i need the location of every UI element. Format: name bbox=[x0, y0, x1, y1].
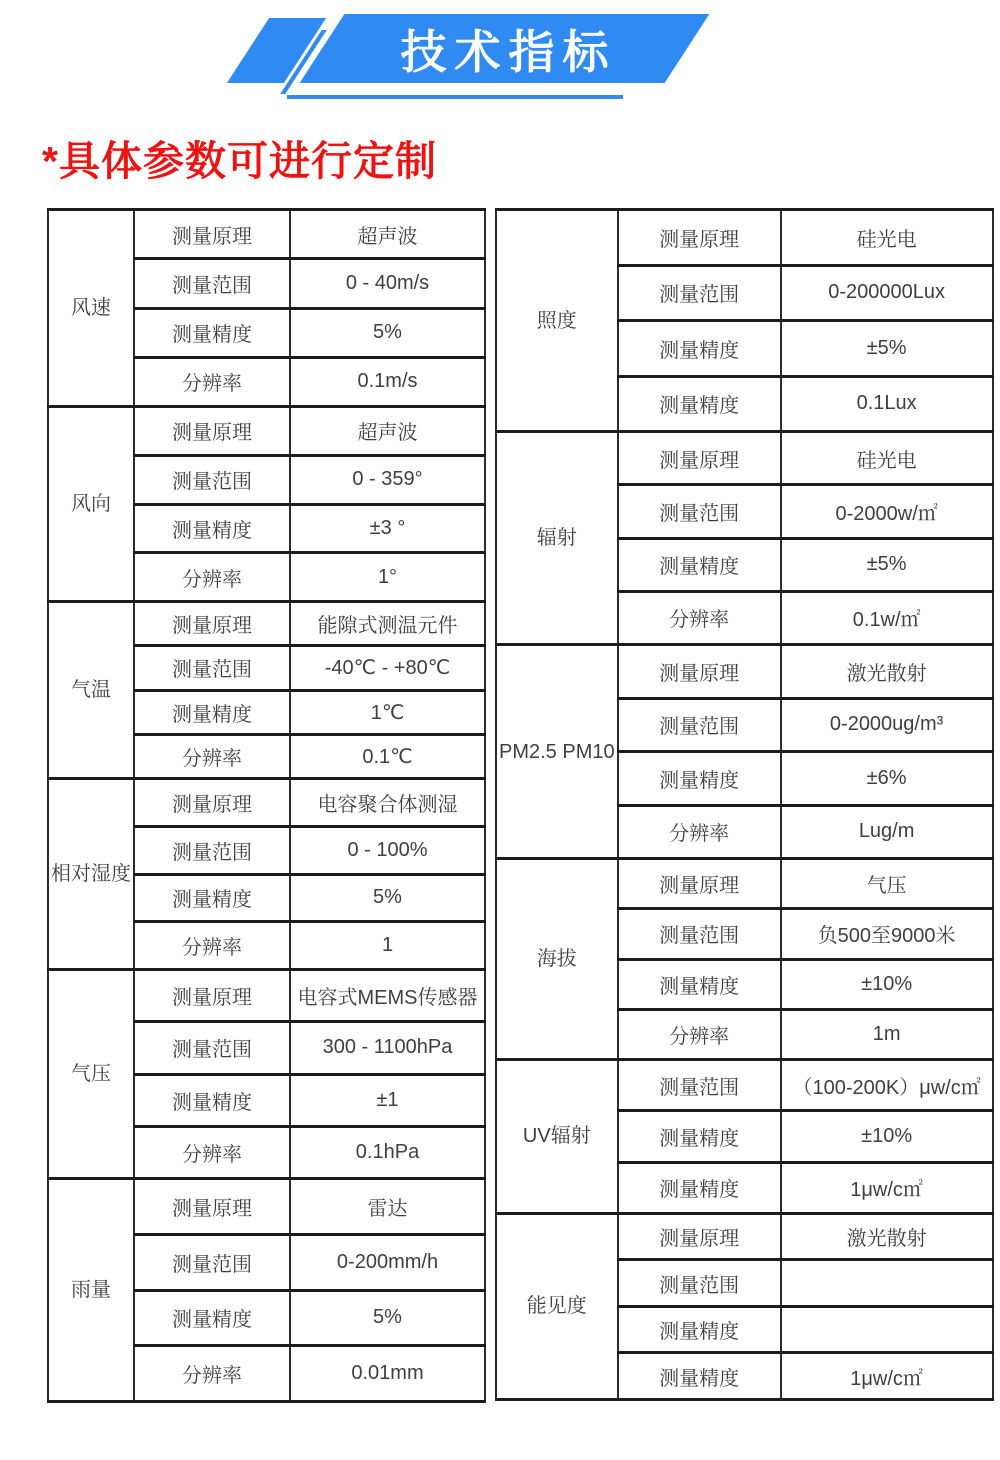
spec-value: 1m bbox=[781, 1009, 993, 1059]
spec-value: 0-2000w/㎡ bbox=[781, 485, 993, 538]
spec-value: 0 - 100% bbox=[290, 826, 485, 874]
group-label: PM2.5 PM10 bbox=[496, 645, 618, 859]
spec-key: 测量范围 bbox=[134, 1022, 290, 1074]
spec-key: 分辨率 bbox=[134, 553, 290, 602]
spec-value: 气压 bbox=[781, 859, 993, 909]
spec-key: 测量原理 bbox=[618, 859, 781, 909]
spec-value: 300 - 1100hPa bbox=[290, 1022, 485, 1074]
table-row bbox=[48, 779, 485, 827]
spec-key: 测量精度 bbox=[134, 1074, 290, 1126]
table-row bbox=[48, 407, 485, 456]
spec-value: 5% bbox=[290, 308, 485, 357]
spec-key: 测量范围 bbox=[134, 455, 290, 504]
spec-key: 测量精度 bbox=[134, 308, 290, 357]
spec-key: 测量范围 bbox=[618, 1260, 781, 1307]
spec-key: 测量范围 bbox=[134, 646, 290, 690]
spec-value: 5% bbox=[290, 1290, 485, 1346]
spec-value: 硅光电 bbox=[781, 210, 993, 266]
spec-key: 测量范围 bbox=[134, 826, 290, 874]
spec-key: 分辨率 bbox=[618, 1009, 781, 1059]
spec-key: 分辨率 bbox=[134, 357, 290, 406]
group-label: 照度 bbox=[496, 210, 618, 432]
spec-key: 测量范围 bbox=[618, 909, 781, 959]
spec-key: 测量精度 bbox=[618, 538, 781, 591]
spec-value: 0.1hPa bbox=[290, 1126, 485, 1178]
spec-value: 激光散射 bbox=[781, 1213, 993, 1260]
spec-value: 能隙式测温元件 bbox=[290, 602, 485, 646]
spec-key: 分辨率 bbox=[134, 734, 290, 778]
spec-value bbox=[781, 1260, 993, 1307]
table-row bbox=[48, 970, 485, 1022]
spec-value: ±10% bbox=[781, 1111, 993, 1162]
spec-value: 1μw/c㎡ bbox=[781, 1353, 993, 1400]
table-row bbox=[48, 210, 485, 259]
group-label: 能见度 bbox=[496, 1213, 618, 1399]
spec-value: ±5% bbox=[781, 538, 993, 591]
banner-underline bbox=[287, 95, 623, 99]
spec-key: 分辨率 bbox=[134, 1346, 290, 1402]
spec-value: 0.1w/㎡ bbox=[781, 591, 993, 644]
spec-value: 0.01mm bbox=[290, 1346, 485, 1402]
table-row bbox=[496, 210, 993, 266]
table-row bbox=[496, 645, 993, 699]
spec-key: 测量精度 bbox=[618, 321, 781, 377]
group-label: 风速 bbox=[48, 210, 134, 407]
table-row bbox=[48, 602, 485, 646]
spec-key: 测量原理 bbox=[618, 1213, 781, 1260]
spec-value: 0 - 40m/s bbox=[290, 259, 485, 308]
spec-key: 测量原理 bbox=[618, 432, 781, 485]
spec-value: 1 bbox=[290, 922, 485, 970]
spec-value: Lug/m bbox=[781, 805, 993, 859]
spec-value: 0.1℃ bbox=[290, 734, 485, 778]
page-title: 技术指标 bbox=[400, 25, 617, 78]
spec-value: 雷达 bbox=[290, 1179, 485, 1235]
spec-value: 0.1Lux bbox=[781, 376, 993, 432]
spec-key: 测量精度 bbox=[618, 1111, 781, 1162]
spec-key: 测量原理 bbox=[134, 210, 290, 259]
spec-key: 测量精度 bbox=[134, 874, 290, 922]
spec-value: 5% bbox=[290, 874, 485, 922]
spec-key: 测量原理 bbox=[134, 1179, 290, 1235]
spec-key: 测量精度 bbox=[618, 959, 781, 1009]
spec-key: 测量精度 bbox=[618, 1162, 781, 1213]
spec-key: 测量原理 bbox=[134, 602, 290, 646]
spec-value: 0-2000ug/m³ bbox=[781, 698, 993, 752]
spec-value: 1℃ bbox=[290, 690, 485, 734]
spec-value: 1° bbox=[290, 553, 485, 602]
spec-key: 测量精度 bbox=[618, 376, 781, 432]
spec-value: 0-200mm/h bbox=[290, 1234, 485, 1290]
spec-value: 1μw/c㎡ bbox=[781, 1162, 993, 1213]
spec-key: 分辨率 bbox=[618, 805, 781, 859]
spec-value: ±1 bbox=[290, 1074, 485, 1126]
spec-value: 电容式MEMS传感器 bbox=[290, 970, 485, 1022]
spec-key: 分辨率 bbox=[618, 591, 781, 644]
group-label: 气压 bbox=[48, 970, 134, 1179]
spec-key: 测量原理 bbox=[134, 970, 290, 1022]
spec-key: 测量范围 bbox=[618, 485, 781, 538]
group-label: 气温 bbox=[48, 602, 134, 779]
spec-table-right bbox=[495, 208, 994, 1401]
spec-value: 电容聚合体测湿 bbox=[290, 779, 485, 827]
spec-value: ±10% bbox=[781, 959, 993, 1009]
spec-table-left bbox=[47, 208, 486, 1403]
spec-value: -40℃ - +80℃ bbox=[290, 646, 485, 690]
group-label: 风向 bbox=[48, 407, 134, 602]
spec-key: 测量范围 bbox=[618, 1060, 781, 1111]
spec-value: ±5% bbox=[781, 321, 993, 377]
spec-value bbox=[781, 1306, 993, 1353]
spec-key: 测量范围 bbox=[618, 698, 781, 752]
spec-value: 超声波 bbox=[290, 407, 485, 456]
spec-key: 测量原理 bbox=[618, 645, 781, 699]
spec-key: 测量精度 bbox=[618, 1353, 781, 1400]
spec-key: 测量范围 bbox=[134, 1234, 290, 1290]
table-row bbox=[496, 432, 993, 485]
spec-value: 激光散射 bbox=[781, 645, 993, 699]
spec-value: 0 - 359° bbox=[290, 455, 485, 504]
customization-note: *具体参数可进行定制 bbox=[42, 138, 437, 184]
spec-key: 测量原理 bbox=[134, 779, 290, 827]
spec-value: 0-200000Lux bbox=[781, 265, 993, 321]
spec-key: 分辨率 bbox=[134, 1126, 290, 1178]
spec-key: 测量范围 bbox=[134, 259, 290, 308]
spec-tables bbox=[47, 208, 994, 1403]
spec-key: 测量原理 bbox=[618, 210, 781, 266]
spec-value: 负500至9000米 bbox=[781, 909, 993, 959]
spec-value: 0.1m/s bbox=[290, 357, 485, 406]
group-label: UV辐射 bbox=[496, 1060, 618, 1214]
spec-key: 测量精度 bbox=[134, 504, 290, 553]
table-row bbox=[496, 1213, 993, 1260]
group-label: 雨量 bbox=[48, 1179, 134, 1402]
group-label: 海拔 bbox=[496, 859, 618, 1060]
spec-value: ±6% bbox=[781, 752, 993, 806]
spec-value: （100-200K）μw/c㎡ bbox=[781, 1060, 993, 1111]
spec-key: 测量精度 bbox=[618, 1306, 781, 1353]
group-label: 辐射 bbox=[496, 432, 618, 645]
spec-key: 测量精度 bbox=[134, 1290, 290, 1346]
spec-key: 分辨率 bbox=[134, 922, 290, 970]
spec-value: 硅光电 bbox=[781, 432, 993, 485]
table-row bbox=[496, 859, 993, 909]
spec-key: 测量原理 bbox=[134, 407, 290, 456]
spec-value: ±3 ° bbox=[290, 504, 485, 553]
spec-key: 测量范围 bbox=[618, 265, 781, 321]
spec-value: 超声波 bbox=[290, 210, 485, 259]
table-row bbox=[48, 1179, 485, 1235]
spec-key: 测量精度 bbox=[618, 752, 781, 806]
spec-key: 测量精度 bbox=[134, 690, 290, 734]
table-row bbox=[496, 1060, 993, 1111]
group-label: 相对湿度 bbox=[48, 779, 134, 970]
